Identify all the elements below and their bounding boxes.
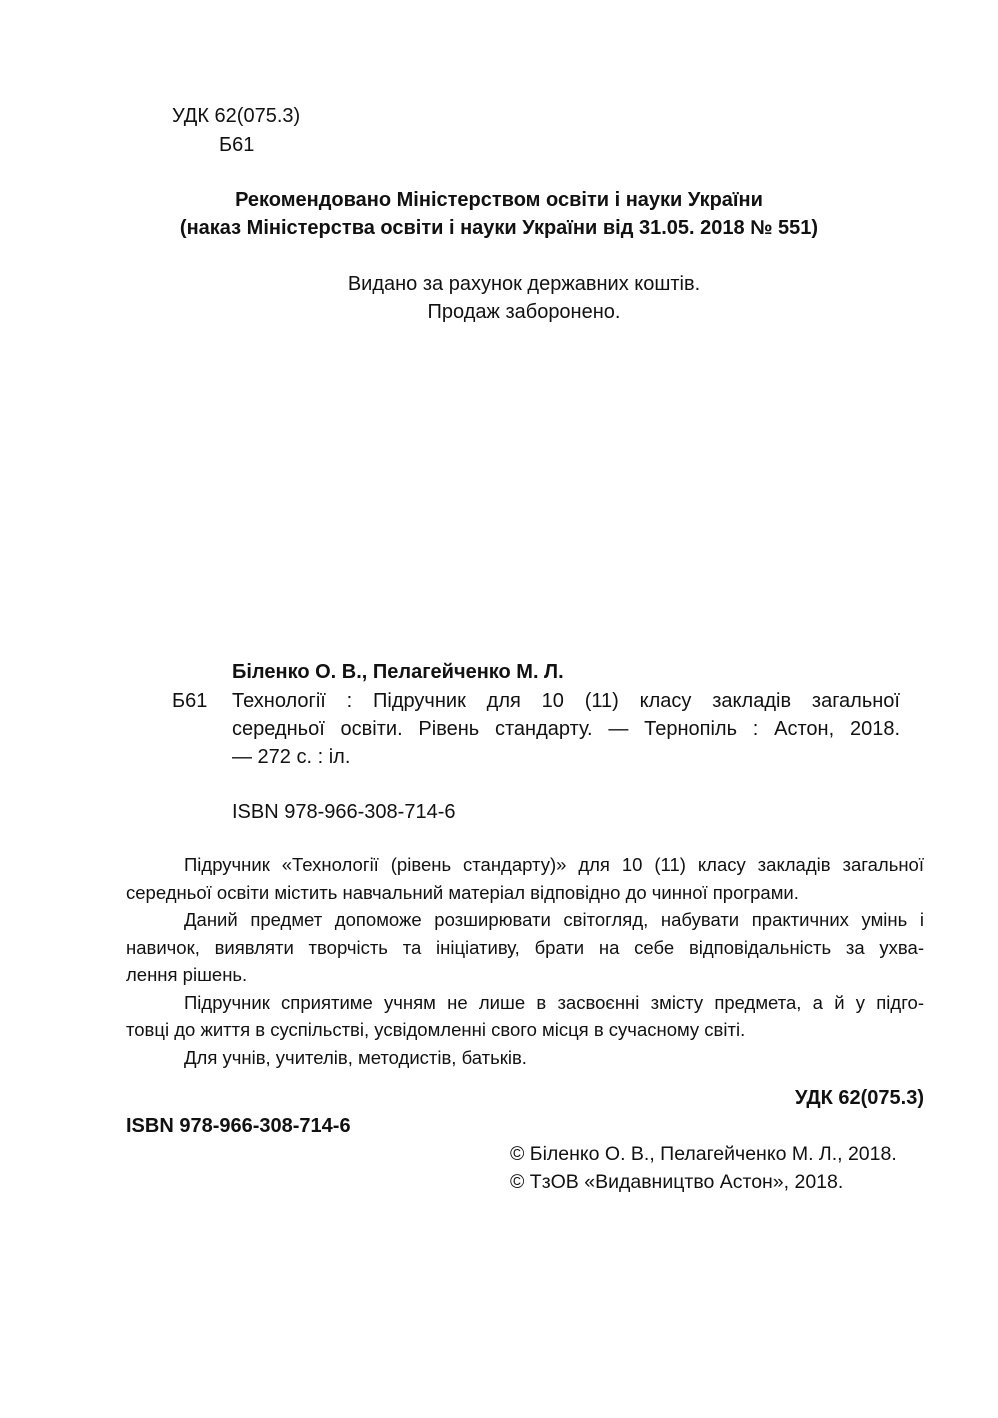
biblio-line: середньої освіти. Рівень стандарту. — Тернопіль : Астон, 2018.: [232, 718, 900, 740]
author-index: Б61: [219, 134, 255, 156]
annotation-line: Підручник сприятиме учням не лише в засвоєнні змісту предмета, а й у підго-: [184, 991, 924, 1013]
annotation-line: Для учнів, учителів, методистів, батьків.: [184, 1046, 527, 1068]
annotation-line: лення рішень.: [126, 964, 248, 985]
recommendation-line: Рекомендовано Міністерством освіти і науки України: [235, 189, 763, 211]
annotation-line: навичок, виявляти творчість та ініціативу, брати на себе відповідальність за ухва-: [126, 936, 924, 958]
annotation-line: середньої освіти містить навчальний матеріал відповідно до чинної програми.: [126, 881, 799, 903]
copyright-publisher: © ТзОВ «Видавництво Астон», 2018.: [510, 1171, 844, 1193]
annotation: [126, 851, 924, 1071]
annotation-line: Підручник «Технології (рівень стандарту)» для 10 (11) класу закладів загальної: [184, 854, 924, 875]
issued-line: Видано за рахунок державних коштів.: [347, 273, 701, 295]
card-authors: Біленко О. В., Пелагейченко М. Л.: [232, 661, 564, 683]
recommendation-order-line: (наказ Міністерства освіти і науки України від 31.05. 2018 № 551): [179, 217, 819, 239]
sale-prohibited-line: Продаж заборонено.: [427, 301, 621, 323]
ministry-recommendation: [0, 186, 998, 242]
card-index: Б61: [172, 690, 208, 712]
isbn-bold: ISBN 978-966-308-714-6: [126, 1115, 351, 1137]
annotation-line: товці до життя в суспільстві, усвідомленні свого місця в сучасному світі.: [126, 1019, 746, 1040]
card-isbn: ISBN 978-966-308-714-6: [232, 801, 456, 823]
copyright-block: [510, 1140, 897, 1196]
bibliographic-description: [232, 687, 900, 771]
udk-classification-bottom: УДК 62(075.3): [794, 1087, 924, 1109]
udk-classification-top: [172, 102, 300, 160]
udk-code: УДК 62(075.3): [172, 105, 301, 127]
copyright-authors: © Біленко О. В., Пелагейченко М. Л., 2018.: [510, 1143, 897, 1165]
annotation-line: Даний предмет допоможе розширювати світогляд, набувати практичних умінь і: [184, 909, 924, 930]
issued-notice: [0, 270, 998, 326]
biblio-line: Технології : Підручник для 10 (11) класу закладів загальної: [232, 690, 900, 712]
biblio-line: — 272 с. : іл.: [232, 746, 351, 768]
